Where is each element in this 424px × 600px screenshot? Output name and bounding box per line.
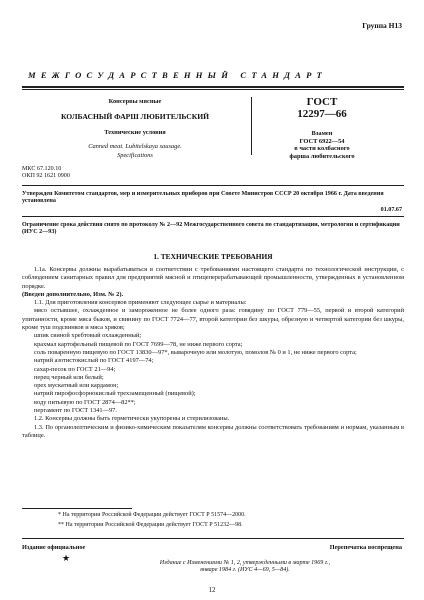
header-rule-bottom xyxy=(22,89,404,90)
standard-type-heading: МЕЖГОСУДАРСТВЕННЫЙ СТАНДАРТ xyxy=(28,70,327,80)
english-title-line-2: Specifications xyxy=(117,151,153,159)
section-title: 1. ТЕХНИЧЕСКИЕ ТРЕБОВАНИЯ xyxy=(153,252,273,261)
introduction-date: 01.07.67 xyxy=(380,207,402,213)
title-divider xyxy=(251,97,252,155)
title-block xyxy=(22,98,248,160)
footnote-1: * На территории Российской Федерации действует ГОСТ Р 51574—2000. xyxy=(58,512,246,518)
list-item-sugar: сахар-песок по ГОСТ 21—94; xyxy=(34,365,116,373)
replaces-line-4: фарша любительского xyxy=(289,152,355,160)
clause-1-1a: 1.1а. Консервы должны вырабатываться в соответствии с требованиями настоящего стандарта по технологической инструкции, с соблюдением санитарных правил для предприятий мясной и птицеперерабатывающей промышленности, утвержденных в установленном порядке. xyxy=(22,266,404,290)
list-item-meat: мясо остывшее, охлажденное и замороженное не более одного раза: говядину по ГОСТ 779—55, первой и второй категорий упитанности, кроме мяса быков, и свинину по ГОСТ 7724—77, второй категории без шкуры, обрезную и четвертой категории без шкуры, кроме туш подсвинков и мяса хряков; xyxy=(22,307,404,332)
date-rule xyxy=(22,216,404,217)
product-kind: Консервы мясные xyxy=(108,98,162,105)
list-item-starch: крахмал картофельный пищевой по ГОСТ 7699—78, не ниже первого сорта; xyxy=(34,340,243,348)
page-number: 12 xyxy=(208,586,216,594)
approval-text: Утвержден Комитетом стандартов, мер и измерительных приборов при Совете Министров СССР 20 октября 1966 г. Дата введения установлена xyxy=(22,191,384,205)
list-item-parchment: пергамент по ГОСТ 1341—97. xyxy=(34,407,117,415)
list-item-salt: соль поваренную пищевую по ГОСТ 13830—97*, выварочную или молотую, помолов № 0 и 1, не ниже первого сорта; xyxy=(34,348,357,356)
list-item-water: воду питьевую по ГОСТ 2874—82**; xyxy=(34,398,136,406)
list-item-fat: шпик свиной хребтовый охлажденный; xyxy=(34,332,142,340)
list-item-pepper: перец черный или белый; xyxy=(34,373,104,381)
section-body xyxy=(22,266,404,440)
english-title-line-1: Canned meat. Lubitelskaya sausage. xyxy=(88,143,182,150)
header-rule-top xyxy=(22,86,404,88)
list-item-pyrophosphate: натрий пирофосфорнокислый трехзамещенный (пищевой); xyxy=(34,390,196,398)
mks-code: МКС 67.120.10 xyxy=(22,166,62,172)
approval-rule xyxy=(22,185,404,186)
footnote-rule xyxy=(22,508,132,509)
official-edition-label: Издание официальное xyxy=(22,544,86,551)
list-item-nutmeg: орех мускатный или кардамон; xyxy=(34,382,119,390)
footnote-2: ** На территории Российской Федерации действует ГОСТ Р 51232—98. xyxy=(58,522,243,528)
limitation-text: Ограничение срока действия снято по протоколу № 2—92 Межгосударственного совета по стандартизации, метрологии и сертификации (ИУС 2—93) xyxy=(22,222,400,236)
document-subtitle: Технические условия xyxy=(104,129,166,136)
clause-1-1a-note: (Введен дополнительно, Изм. № 2). xyxy=(22,290,124,298)
edition-note-line-2: январе 1984 г. (ИУС 4—69, 5—84). xyxy=(200,567,290,574)
edition-note-line-1: Издание с Изменениями № 1, 2, утвержденными в марте 1969 г., xyxy=(159,560,331,566)
group-code: Группа Н13 xyxy=(362,21,402,30)
gost-code: ГОСТ xyxy=(306,96,338,108)
classification-codes xyxy=(22,166,70,181)
replaces-block xyxy=(262,130,382,160)
reprint-prohibited-label: Перепечатка воспрещена xyxy=(329,544,402,551)
clause-1-2: 1.2. Консервы должны быть герметически укупорены и стерилизованы. xyxy=(34,415,230,423)
clause-1-1: 1.1. Для приготовления консервов применяют следующее сырье и материалы: xyxy=(34,299,247,307)
gost-number: 12297—66 xyxy=(297,108,347,120)
replaces-line-1: Взамен xyxy=(311,130,333,137)
okp-code: ОКП 92 1621 0900 xyxy=(22,173,70,180)
replaces-line-2: ГОСТ 6922—54 xyxy=(299,137,345,145)
edition-note xyxy=(100,560,390,575)
gost-block xyxy=(262,97,382,160)
footer-rule xyxy=(22,538,404,539)
star-icon: ★ xyxy=(62,553,71,563)
clause-1-3: 1.3. По органолептическим и физико-химическим показателям консервы должны соответствовать требованиям и нормам, указанным в таблице. xyxy=(22,423,404,439)
document-title: КОЛБАСНЫЙ ФАРШ ЛЮБИТЕЛЬСКИЙ xyxy=(60,112,210,121)
list-item-nitrite: натрий азотистокислый по ГОСТ 4197—74; xyxy=(34,357,154,365)
replaces-line-3: в части колбасного xyxy=(294,145,350,153)
